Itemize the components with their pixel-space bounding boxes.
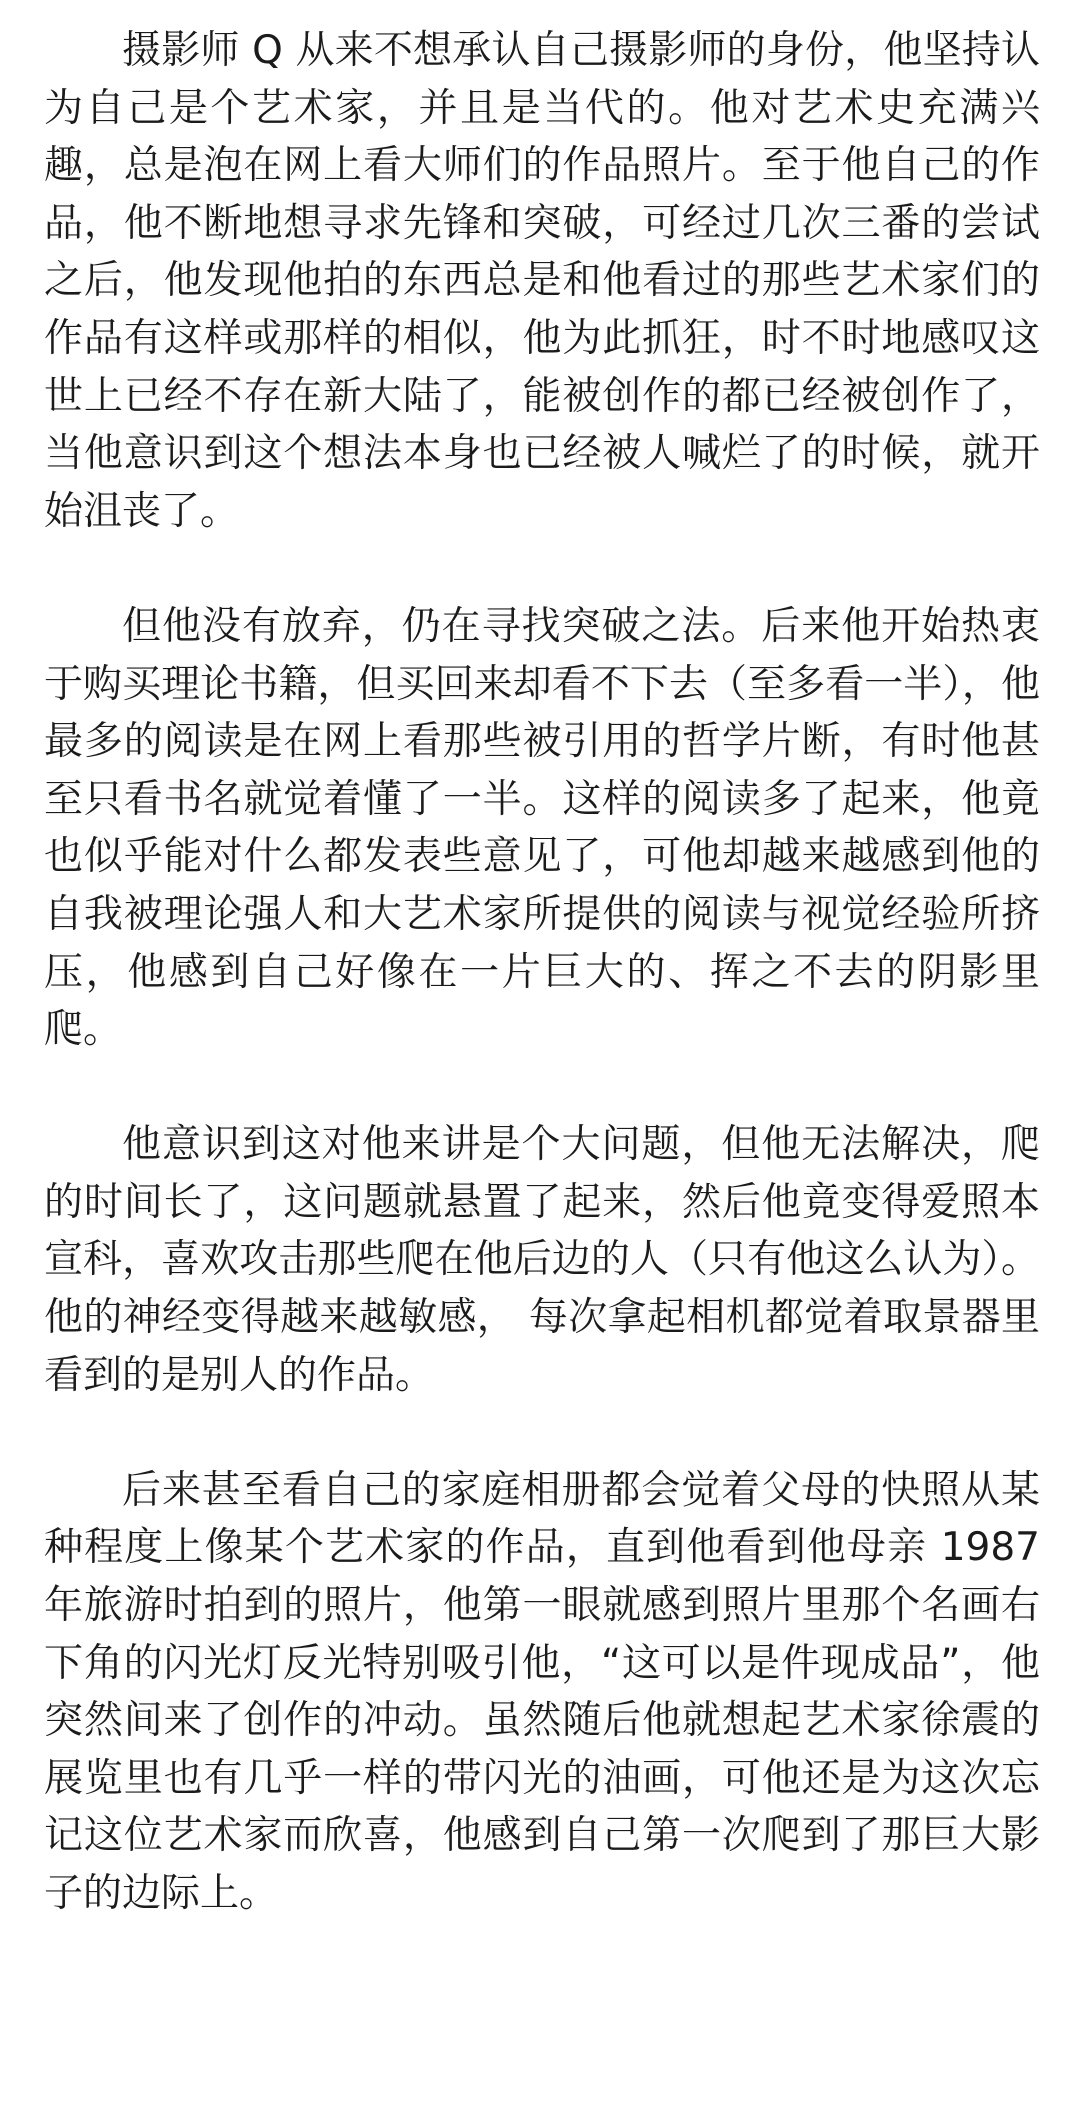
article-body bbox=[44, 22, 1040, 1923]
paragraph-4: 后来甚至看自己的家庭相册都会觉着父母的快照从某种程度上像某个艺术家的作品，直到他看到他母亲 1987 年旅游时拍到的照片，他第一眼就感到照片里那个名画右下角的闪光灯反光特别吸引他，“这可以是件现成品”，他突然间来了创作的冲动。虽然随后他就想起艺术家徐震的展览里也有几乎一样的带闪光的油画，可他还是为这次忘记这位艺术家而欣喜，他感到自己第一次爬到了那巨大影子的边际上。 bbox=[44, 1467, 1040, 1916]
paragraph-2: 但他没有放弃，仍在寻找突破之法。后来他开始热衷于购买理论书籍，但买回来却看不下去（至多看一半），他最多的阅读是在网上看那些被引用的哲学片断，有时他甚至只看书名就觉着懂了一半。这样的阅读多了起来，他竟也似乎能对什么都发表些意见了，可他却越来越感到他的自我被理论强人和大艺术家所提供的阅读与视觉经验所挤压，他感到自己好像在一片巨大的、挥之不去的阴影里爬。 bbox=[44, 603, 1040, 1053]
paragraph-3: 他意识到这对他来讲是个大问题，但他无法解决，爬的时间长了，这问题就悬置了起来，然后他竟变得爱照本宣科，喜欢攻击那些爬在他后边的人（只有他这么认为）。他的神经变得越来越敏感， 每次拿起相机都觉着取景器里看到的是别人的作品。 bbox=[44, 1122, 1040, 1398]
paragraph-1: 摄影师 Q 从来不想承认自己摄影师的身份，他坚持认为自己是个艺术家，并且是当代的。他对艺术史充满兴趣，总是泡在网上看大师们的作品照片。至于他自己的作品，他不断地想寻求先锋和突破，可经过几次三番的尝试之后，他发现他拍的东西总是和他看过的那些艺术家们的作品有这样或那样的相似，他为此抓狂，时不时地感叹这世上已经不存在新大陆了，能被创作的都已经被创作了，当他意识到这个想法本身也已经被人喊烂了的时候，就开始沮丧了。 bbox=[44, 28, 1040, 534]
